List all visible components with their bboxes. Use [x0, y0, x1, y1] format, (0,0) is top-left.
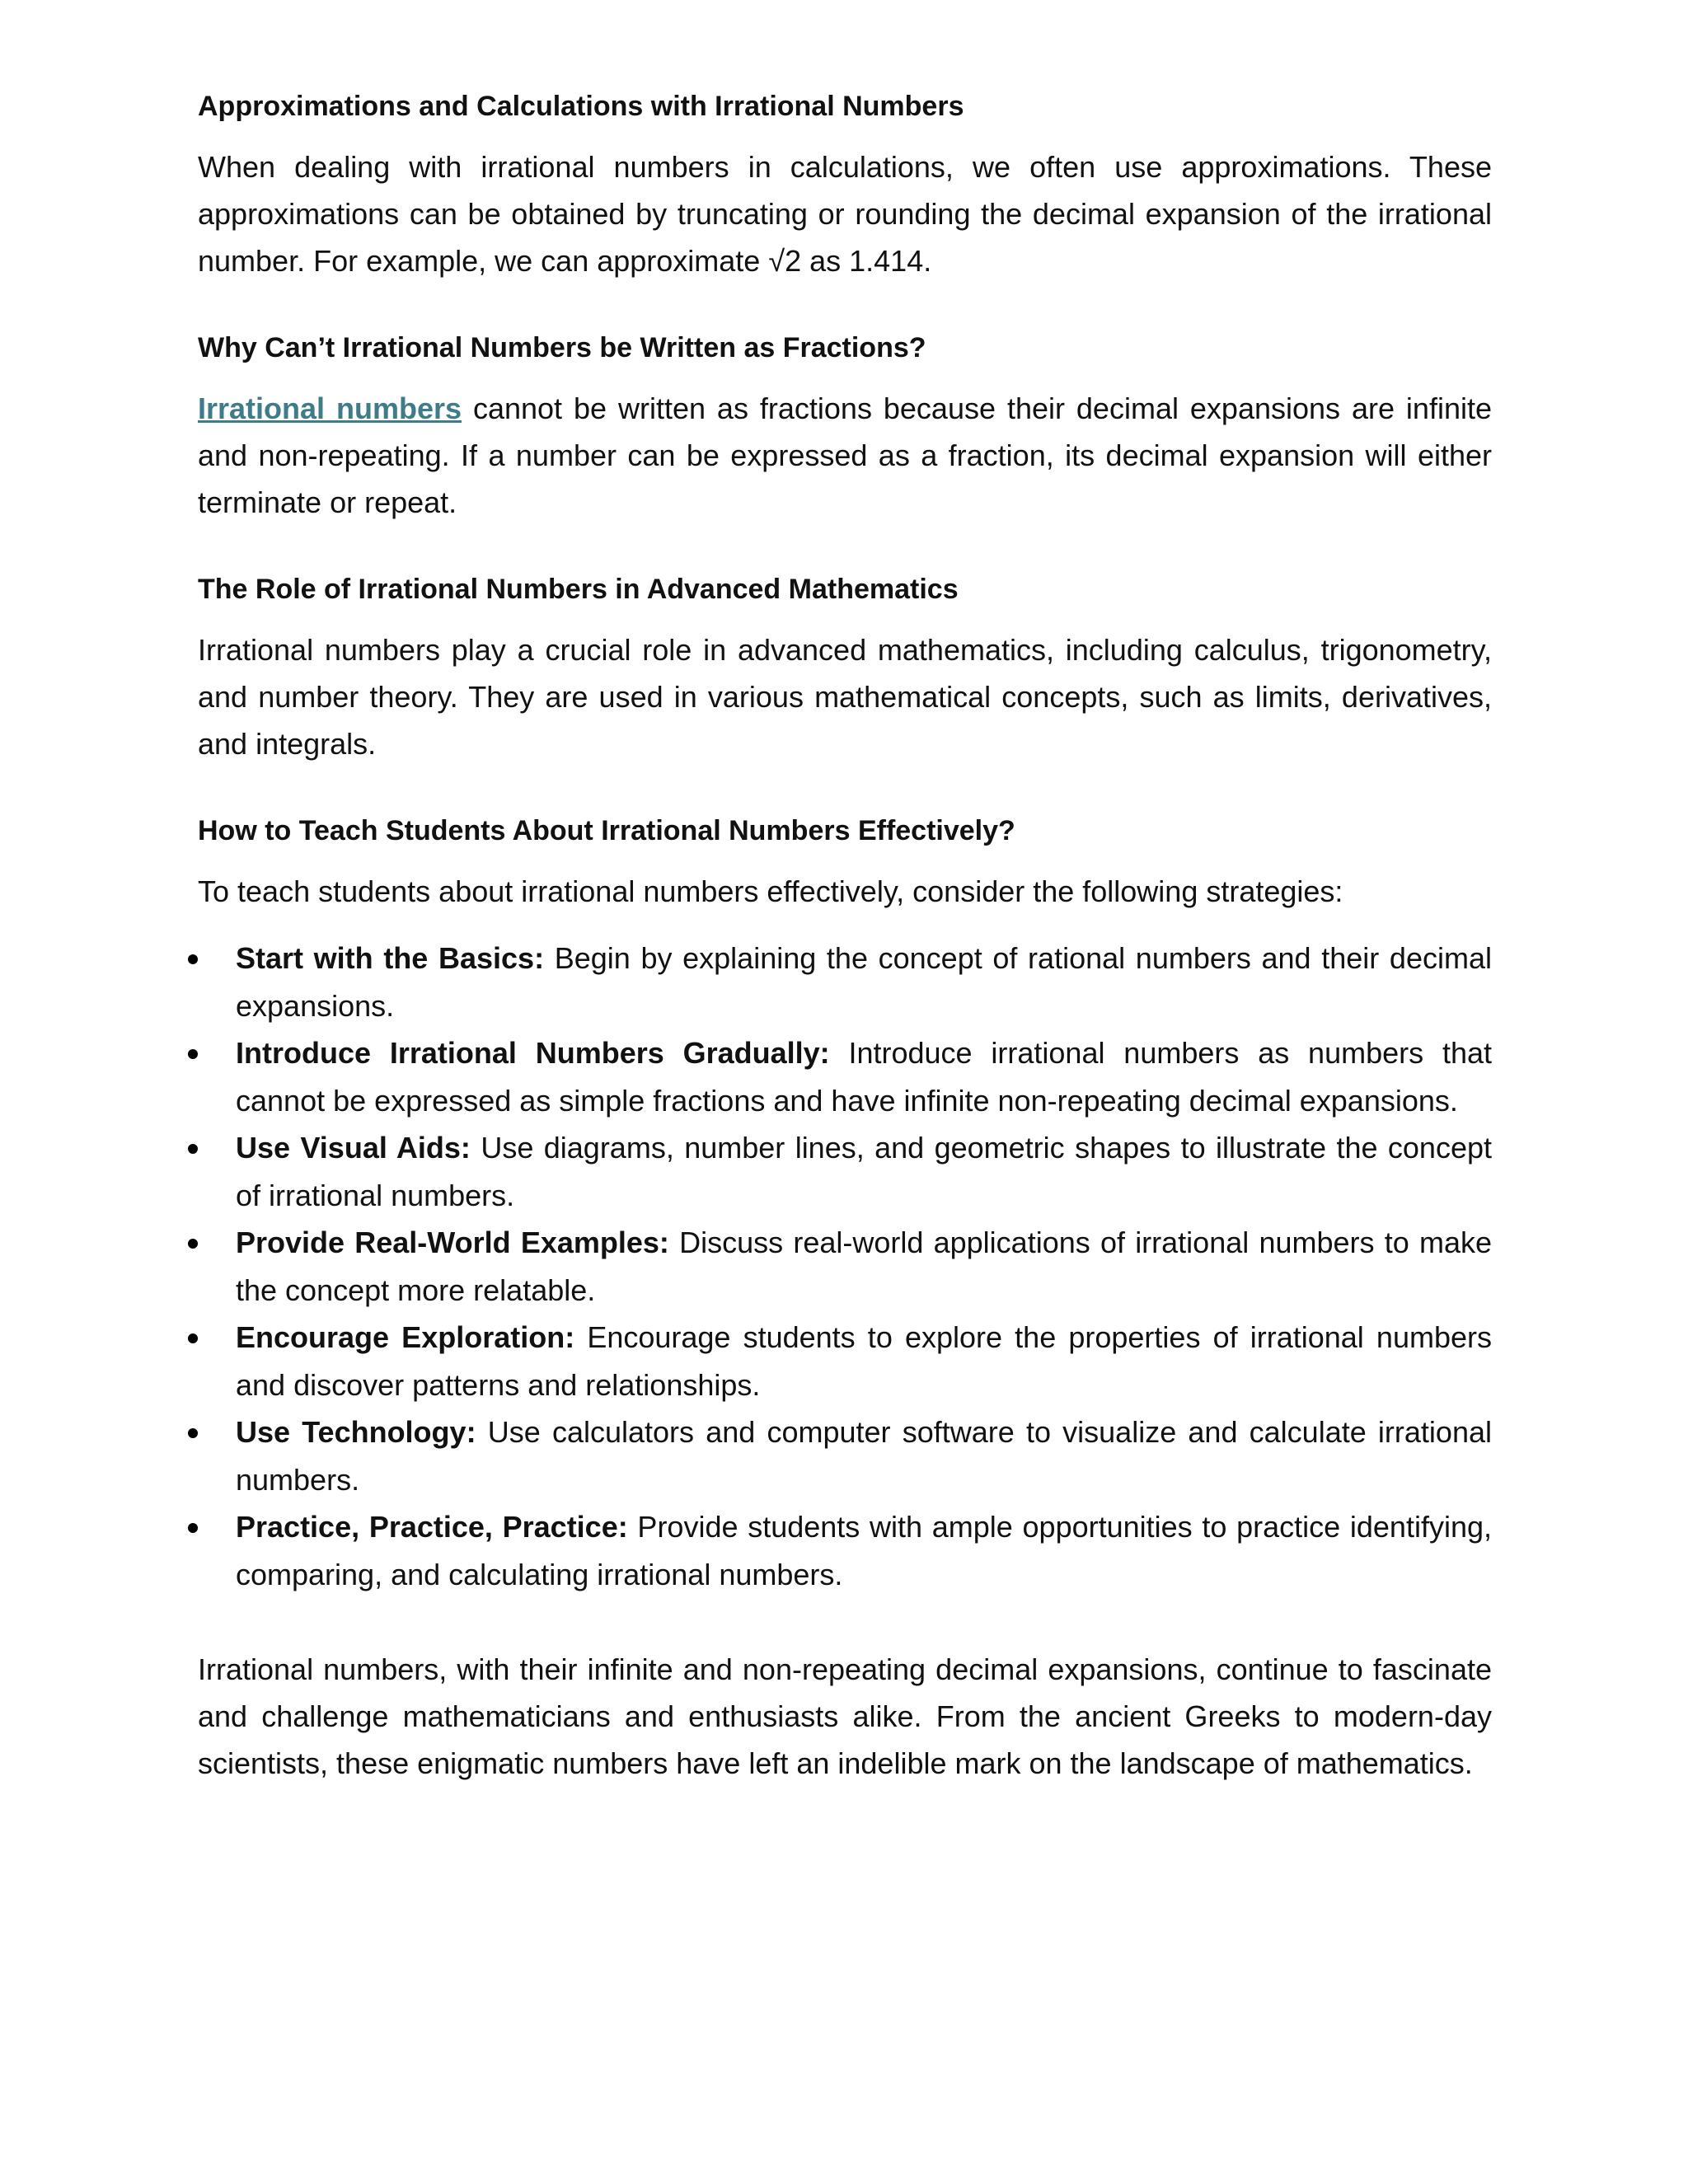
section-body-fractions: [198, 385, 1492, 526]
document-page: [198, 82, 1492, 1826]
strategy-text: Encourage students to explore the properties of irrational numbers and discover patterns and relationships.: [236, 1320, 1492, 1402]
bullet-icon: [188, 1144, 198, 1154]
strategy-title: Encourage Exploration:: [236, 1320, 575, 1354]
conclusion-paragraph: Irrational numbers, with their infinite and non-repeating decimal expansions, continue to fascinate and challenge mathematicians and enthusiasts alike. From the ancient Greeks to modern-day scientists, these enigmatic numbers have left an indelible mark on the landscape of mathematics.: [198, 1652, 1492, 1780]
strategy-title: Use Visual Aids:: [236, 1131, 471, 1165]
bullet-icon: [188, 1333, 198, 1343]
bullet-icon: [188, 1523, 198, 1533]
strategy-text: Begin by explaining the concept of rational numbers and their decimal expansions.: [236, 941, 1492, 1023]
section-heading-advanced-math: The Role of Irrational Numbers in Advanced Mathematics: [198, 574, 959, 605]
strategy-text: Provide students with ample opportunities to practice identifying, comparing, and calculating irrational numbers.: [236, 1510, 1492, 1591]
strategy-text: Introduce irrational numbers as numbers that cannot be expressed as simple fractions and have infinite non-repeating decimal expansions.: [236, 1036, 1492, 1118]
list-item: [198, 1408, 1492, 1503]
section-heading-approximations: Approximations and Calculations with Irrational Numbers: [198, 91, 964, 122]
bullet-icon: [188, 1428, 198, 1438]
section-body-approximations: When dealing with irrational numbers in calculations, we often use approximations. These approximations can be obtained by truncating or rounding the decimal expansion of the irrational number. For example, we can approximate √2 as 1.414.: [198, 150, 1492, 278]
bullet-icon: [188, 1239, 198, 1249]
list-item: [198, 935, 1492, 1029]
section-body-advanced-math: Irrational numbers play a crucial role in advanced mathematics, including calculus, trigonometry, and number theory. They are used in various mathematical concepts, such as limits, derivatives, and integrals.: [198, 633, 1492, 761]
section-body-teaching: To teach students about irrational numbers effectively, consider the following strategies:: [198, 874, 1343, 908]
strategy-text: Use diagrams, number lines, and geometric shapes to illustrate the concept of irrational numbers.: [236, 1131, 1492, 1212]
list-item: [198, 1029, 1492, 1124]
strategies-list: [198, 935, 1492, 1598]
list-item: [198, 1219, 1492, 1314]
section-body-fractions-text: cannot be written as fractions because their decimal expansions are infinite and non-repeating. If a number can be expressed as a fraction, its decimal expansion will either terminate or repeat.: [198, 391, 1492, 519]
strategy-title: Practice, Practice, Practice:: [236, 1510, 628, 1544]
section-heading-teaching: How to Teach Students About Irrational Numbers Effectively?: [198, 815, 1015, 846]
bullet-icon: [188, 954, 198, 964]
strategy-title: Provide Real-World Examples:: [236, 1226, 669, 1259]
list-item: [198, 1503, 1492, 1598]
strategy-title: Introduce Irrational Numbers Gradually:: [236, 1036, 830, 1070]
list-item: [198, 1314, 1492, 1408]
strategy-text: Discuss real-world applications of irrational numbers to make the concept more relatable.: [236, 1226, 1492, 1307]
irrational-numbers-link[interactable]: Irrational numbers: [198, 391, 462, 425]
strategy-text: Use calculators and computer software to visualize and calculate irrational numbers.: [236, 1415, 1492, 1497]
strategy-title: Use Technology:: [236, 1415, 476, 1449]
section-heading-fractions: Why Can’t Irrational Numbers be Written as Fractions?: [198, 332, 926, 363]
bullet-icon: [188, 1049, 198, 1059]
strategy-title: Start with the Basics:: [236, 941, 545, 975]
list-item: [198, 1124, 1492, 1219]
